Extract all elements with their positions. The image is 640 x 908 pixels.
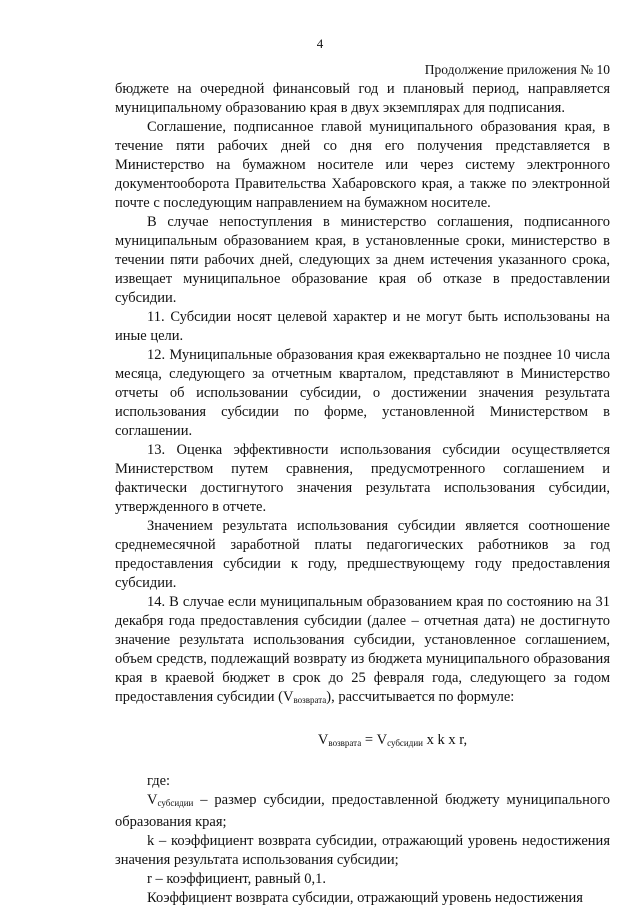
definition-v-text: – размер субсидии, предоставленной бюджету муниципального образования края; [115,792,610,830]
paragraph-14-tail: ), рассчитывается по формуле: [326,689,515,705]
paragraph-0: бюджете на очередной финансовый год и плановый период, направляется муниципальному образованию края в двух экземплярах для подписания. [115,81,610,116]
definition-v-sub: субсидии [157,798,194,808]
paragraph-14 [115,593,610,710]
appendix-label: Продолжение приложения № 10 [424,62,610,77]
paragraph-result-value: Значением результата использования субсидии является соотношение среднемесячной заработной платы педагогических работников за год предоставления субсидии к году, предшествующему году предоставления субсидии. [115,518,610,591]
definition-r: r – коэффициент, равный 0,1. [147,871,327,887]
formula [115,731,610,753]
paragraph-2: В случае непоступления в министерство соглашения, подписанного муниципальным образованием края, в установленные сроки, министерство в течении пяти рабочих дней, следующих за днем истечения указанного срока, извещает муниципальное образование края об отказе в предоставлении субсидии. [115,214,610,306]
formula-equals: = V [361,732,388,748]
formula-v-return-sub: возврата [328,738,362,748]
paragraph-14-text: 14. В случае если муниципальным образованием края по состоянию на 31 декабря года предоставления субсидии (далее – отчетная дата) не достигнуто значение результата использования субсидии, установленное соглашением, объем средств, подлежащий возврату из бюджета муниципального образования края в краевой бюджет в срок до 25 февраля года, следующего за годом предоставления субсидии (V [115,594,610,705]
page-number: 4 [316,36,324,51]
paragraph-coefficient: Коэффициент возврата субсидии, отражающий уровень недостижения [147,890,583,906]
paragraph-13: 13. Оценка эффективности использования субсидии осуществляется Министерством путем сравнения, предусмотренного соглашением и фактически достигнутого значения результата использования субсидии, утвержденного в отчете. [115,442,610,515]
formula-v-return: V [317,732,329,748]
paragraph-11: 11. Субсидии носят целевой характер и не могут быть использованы на иные цели. [115,309,610,344]
formula-v-subsidy-sub: субсидии [387,738,423,748]
definition-k: k – коэффициент возврата субсидии, отражающий уровень недостижения значения результата использования субсидии; [115,833,610,868]
paragraph-12: 12. Муниципальные образования края ежеквартально не позднее 10 числа месяца, следующего за отчетным кварталом, представляют в Министерство отчеты об использовании субсидии, о достижении значения результата использования субсидии по форме, установленной Министерством в соглашении. [115,347,610,439]
paragraph-14-subscript: возврата [293,695,327,705]
where-label: где: [147,773,171,789]
document-body [115,80,610,908]
definition-v-var: V [147,792,158,808]
paragraph-1: Соглашение, подписанное главой муниципального образования края, в течение пяти рабочих дней со дня его получения представляется в Министерство на бумажном носителе или через систему электронного документооборота Правительства Хабаровского края, а также по электронной почте с последующим направлением на бумажном носителе. [115,119,610,211]
definition-v-subsidy [115,791,610,832]
formula-rest: x k x r, [422,732,468,748]
